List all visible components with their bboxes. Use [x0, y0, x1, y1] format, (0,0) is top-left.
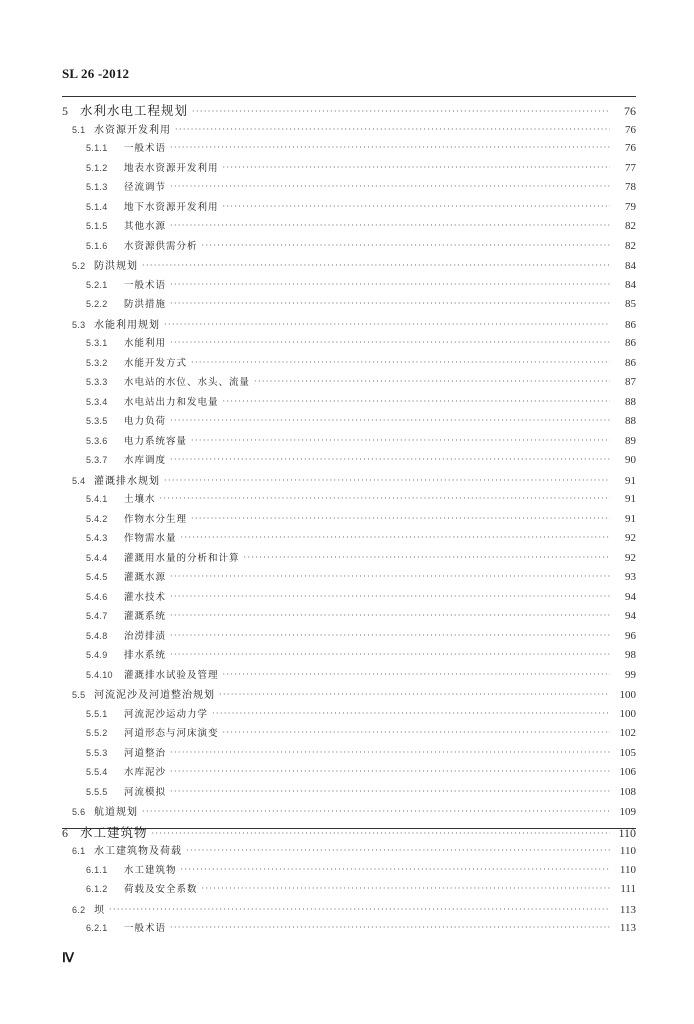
toc-page: 92: [625, 532, 636, 544]
toc-number: 5.4.6: [86, 591, 108, 602]
toc-title: 灌溉水源: [124, 572, 167, 583]
toc-entry[interactable]: [0, 608, 694, 628]
toc-title: 土壤水: [124, 494, 156, 505]
toc-entry[interactable]: [0, 355, 694, 375]
toc-title: 灌水技术: [124, 591, 167, 603]
toc-entry[interactable]: [0, 472, 694, 492]
toc-page: 87: [625, 376, 636, 388]
toc-entry[interactable]: [0, 725, 694, 745]
toc-entry[interactable]: [0, 628, 694, 648]
dot-leader: [170, 281, 610, 289]
toc-page: 86: [625, 356, 636, 369]
toc-number: 5.1.3: [86, 182, 108, 192]
dot-leader: [170, 924, 610, 932]
toc-title: 水能开发方式: [124, 357, 188, 369]
toc-number: 5: [62, 104, 69, 118]
toc-entry[interactable]: [0, 589, 694, 609]
toc-number: 5.3.2: [86, 357, 108, 368]
toc-page: 110: [619, 863, 636, 876]
toc-title: 灌溉系统: [124, 611, 167, 622]
toc-title: 灌溉排水规划: [94, 475, 160, 487]
dot-leader: [170, 222, 610, 230]
dot-leader: [170, 417, 610, 425]
toc-entry[interactable]: [0, 160, 694, 180]
toc-title: 水工建筑物: [80, 824, 148, 840]
dot-leader: [170, 612, 610, 620]
section-5-divider: [62, 96, 636, 97]
toc-number: 5.4.7: [86, 611, 108, 621]
dot-leader: [223, 398, 610, 406]
toc-number: 5.5.4: [86, 767, 108, 777]
toc-page: 85: [625, 298, 636, 310]
toc-title: 电力负荷: [124, 416, 167, 427]
toc-number: 5.2: [72, 261, 86, 271]
page-number: Ⅳ: [62, 950, 74, 965]
dot-leader: [170, 593, 610, 601]
toc-page: 82: [625, 220, 636, 232]
toc-title: 水资源供需分析: [124, 240, 198, 252]
toc-title: 水库调度: [124, 455, 167, 466]
toc-entry[interactable]: [0, 569, 694, 589]
dot-leader: [170, 339, 610, 347]
toc-title: 一般术语: [124, 143, 167, 154]
toc-title: 荷载及安全系数: [124, 884, 198, 895]
toc-entry[interactable]: [0, 257, 694, 277]
toc-title: 河流泥沙及河道整治规划: [94, 690, 215, 701]
toc-entry[interactable]: [0, 335, 694, 355]
toc-number: 5.3.5: [86, 416, 108, 426]
toc-entry[interactable]: [0, 667, 694, 687]
toc-number: 5.2.2: [86, 299, 108, 309]
dot-leader: [170, 749, 610, 757]
toc-title: 水资源开发利用: [94, 124, 171, 136]
toc-page: 99: [625, 668, 636, 681]
dot-leader: [191, 515, 610, 523]
toc-page: 110: [618, 825, 636, 840]
toc-title: 灌溉用水量的分析和计算: [124, 552, 240, 564]
toc-entry[interactable]: [0, 491, 694, 511]
toc-number: 5.1.6: [86, 240, 108, 251]
toc-title: 作物需水量: [124, 533, 177, 544]
toc-page: 102: [619, 727, 636, 739]
toc-number: 5.4.9: [86, 650, 108, 660]
toc-title: 水工建筑物: [124, 864, 177, 876]
dot-leader: [223, 671, 610, 679]
toc-number: 5.3: [72, 319, 86, 330]
toc-title: 水电站出力和发电量: [124, 396, 219, 408]
toc-entry[interactable]: [0, 413, 694, 433]
toc-entry[interactable]: [0, 530, 694, 550]
toc-number: 5.4.3: [86, 533, 108, 543]
toc-title: 治涝排渍: [124, 630, 167, 642]
toc-number: 5.5: [72, 690, 86, 700]
dot-leader: [152, 830, 610, 838]
toc-number: 5.5.5: [86, 786, 108, 797]
toc-entry[interactable]: [0, 179, 694, 199]
toc-number: 6.2.1: [86, 923, 108, 933]
toc-entry[interactable]: [0, 277, 694, 297]
toc-number: 5.1: [72, 124, 86, 135]
toc-entry[interactable]: [0, 550, 694, 570]
toc-entry[interactable]: [0, 862, 694, 882]
toc-page: 106: [619, 766, 636, 778]
dot-leader: [160, 495, 610, 503]
toc-number: 6.2: [72, 904, 86, 915]
toc-number: 5.1.4: [86, 201, 108, 212]
toc-entry[interactable]: [0, 745, 694, 765]
toc-title: 作物水分生理: [124, 513, 188, 525]
toc-title: 防洪措施: [124, 299, 167, 310]
dot-leader: [223, 729, 610, 737]
toc-title: 一般术语: [124, 923, 167, 934]
dot-leader: [186, 847, 610, 855]
toc-page: 92: [625, 551, 636, 564]
toc-page: 77: [625, 161, 636, 174]
toc-number: 5.3.3: [86, 377, 108, 387]
dot-leader: [170, 651, 610, 659]
dot-leader: [191, 359, 610, 367]
toc-entry[interactable]: [0, 686, 694, 706]
toc-page: 111: [620, 883, 636, 895]
toc-number: 5.4.1: [86, 494, 108, 504]
toc-number: 5.4.5: [86, 572, 108, 582]
toc-entry[interactable]: [0, 881, 694, 901]
toc-title: 水库泥沙: [124, 767, 167, 778]
toc-entry[interactable]: [0, 316, 694, 336]
toc-number: 5.1.5: [86, 221, 108, 231]
toc-entry[interactable]: [0, 706, 694, 726]
toc-entry[interactable]: [0, 218, 694, 238]
toc-number: 5.6: [72, 807, 86, 817]
toc-entry[interactable]: [0, 121, 694, 141]
dot-leader: [244, 554, 610, 562]
dot-leader: [170, 456, 610, 464]
dot-leader: [223, 164, 610, 172]
dot-leader: [254, 378, 610, 386]
toc-entry[interactable]: [0, 784, 694, 804]
toc-page: 89: [625, 434, 636, 447]
toc-page: 109: [619, 806, 636, 818]
toc-number: 5.5.3: [86, 747, 108, 758]
toc-title: 水利水电工程规划: [80, 103, 189, 118]
toc-entry[interactable]: [0, 374, 694, 394]
toc-page: 96: [625, 629, 636, 642]
toc-title: 电力系统容量: [124, 435, 188, 447]
toc-page: 88: [625, 395, 636, 408]
toc-entry[interactable]: [0, 803, 694, 823]
toc-page: 90: [625, 454, 636, 466]
standard-code-header: SL 26 -2012: [62, 66, 130, 81]
toc-title: 河流模拟: [124, 786, 167, 798]
toc-page: 94: [625, 610, 636, 622]
toc-page: 82: [625, 239, 636, 252]
toc-title: 航道规划: [94, 807, 138, 818]
toc-page: 88: [625, 415, 636, 427]
toc-title: 一般术语: [124, 279, 167, 291]
toc-title: 排水系统: [124, 650, 167, 661]
toc-title: 水能利用规划: [94, 319, 160, 331]
toc-number: 5.5.2: [86, 728, 108, 738]
dot-leader: [164, 321, 610, 329]
toc-title: 水电站的水位、水头、流量: [124, 377, 251, 388]
dot-leader: [191, 437, 610, 445]
toc-page: 100: [619, 707, 636, 720]
dot-leader: [170, 144, 610, 152]
toc-page: 76: [625, 123, 636, 136]
dot-leader: [142, 808, 610, 816]
toc-title: 河流泥沙运动力学: [124, 708, 209, 720]
toc-number: 5.3.1: [86, 338, 108, 348]
toc-title: 坝: [94, 904, 105, 916]
dot-leader: [181, 534, 610, 542]
toc-number: 5.4: [72, 475, 86, 486]
toc-title: 其他水源: [124, 221, 167, 232]
toc-page: 94: [625, 590, 636, 603]
toc-page: 105: [619, 746, 636, 759]
toc-title: 灌溉排水试验及管理: [124, 669, 219, 681]
toc-entry[interactable]: [0, 199, 694, 219]
toc-entry[interactable]: [0, 842, 694, 862]
toc-number: 5.2.1: [86, 279, 108, 290]
toc-number: 5.4.4: [86, 552, 108, 563]
toc-page: 100: [619, 689, 636, 701]
toc-page: 84: [625, 278, 636, 291]
toc-entry[interactable]: [0, 238, 694, 258]
dot-leader: [170, 768, 610, 776]
toc-entry[interactable]: [0, 901, 694, 921]
toc-page: 76: [625, 142, 636, 154]
toc-entry[interactable]: [0, 140, 694, 160]
dot-leader: [219, 691, 610, 699]
toc-number: 5.1.1: [86, 143, 108, 153]
toc-page: 78: [625, 181, 636, 193]
toc-page: 91: [625, 474, 636, 487]
toc-title: 水能利用: [124, 338, 167, 349]
dot-leader: [170, 788, 610, 796]
toc-entry[interactable]: [0, 823, 694, 843]
dot-leader: [142, 262, 610, 270]
toc-title: 地下水资源开发利用: [124, 201, 219, 213]
toc-number: 6.1.2: [86, 884, 108, 894]
toc-page: 86: [625, 337, 636, 349]
toc-number: 5.3.6: [86, 435, 108, 446]
toc-page: 79: [625, 200, 636, 213]
dot-leader: [181, 866, 610, 874]
toc-number: 5.4.10: [86, 669, 113, 680]
dot-leader: [202, 885, 610, 893]
toc-number: 5.3.4: [86, 396, 108, 407]
dot-leader: [170, 573, 610, 581]
toc-page: 84: [625, 260, 636, 272]
toc-number: 5.4.8: [86, 630, 108, 641]
toc-entry[interactable]: [0, 101, 694, 121]
toc-page: 113: [619, 903, 636, 916]
table-of-contents: [0, 101, 694, 940]
toc-page: 86: [625, 318, 636, 331]
toc-page: 91: [625, 493, 636, 505]
toc-entry[interactable]: [0, 511, 694, 531]
toc-entry[interactable]: [0, 452, 694, 472]
dot-leader: [109, 906, 610, 914]
dot-leader: [202, 242, 610, 250]
dot-leader: [170, 632, 610, 640]
toc-title: 河道形态与河床演变: [124, 728, 219, 739]
toc-entry[interactable]: [0, 764, 694, 784]
dot-leader: [192, 108, 610, 116]
toc-page: 108: [619, 785, 636, 798]
toc-number: 5.4.2: [86, 513, 108, 524]
toc-number: 6.1: [72, 846, 86, 856]
toc-page: 93: [625, 571, 636, 583]
toc-number: 6.1.1: [86, 864, 108, 875]
toc-page: 110: [619, 845, 636, 857]
dot-leader: [223, 203, 610, 211]
toc-number: 5.5.1: [86, 708, 108, 719]
toc-page: 113: [619, 922, 636, 934]
toc-page: 98: [625, 649, 636, 661]
dot-leader: [212, 710, 610, 718]
toc-page: 91: [625, 512, 636, 525]
toc-number: 5.1.2: [86, 162, 108, 173]
toc-title: 径流调节: [124, 182, 167, 193]
toc-entry[interactable]: [0, 920, 694, 940]
dot-leader: [170, 300, 610, 308]
dot-leader: [170, 183, 610, 191]
toc-title: 防洪规划: [94, 261, 138, 272]
toc-entry[interactable]: [0, 394, 694, 414]
toc-entry[interactable]: [0, 296, 694, 316]
toc-number: 5.3.7: [86, 455, 108, 465]
toc-number: 6: [62, 825, 69, 840]
toc-entry[interactable]: [0, 647, 694, 667]
dot-leader: [164, 477, 610, 485]
dot-leader: [175, 126, 610, 134]
toc-title: 水工建筑物及荷载: [94, 846, 182, 857]
toc-title: 地表水资源开发利用: [124, 162, 219, 174]
toc-entry[interactable]: [0, 433, 694, 453]
toc-title: 河道整治: [124, 747, 167, 759]
toc-page: 76: [624, 104, 636, 118]
